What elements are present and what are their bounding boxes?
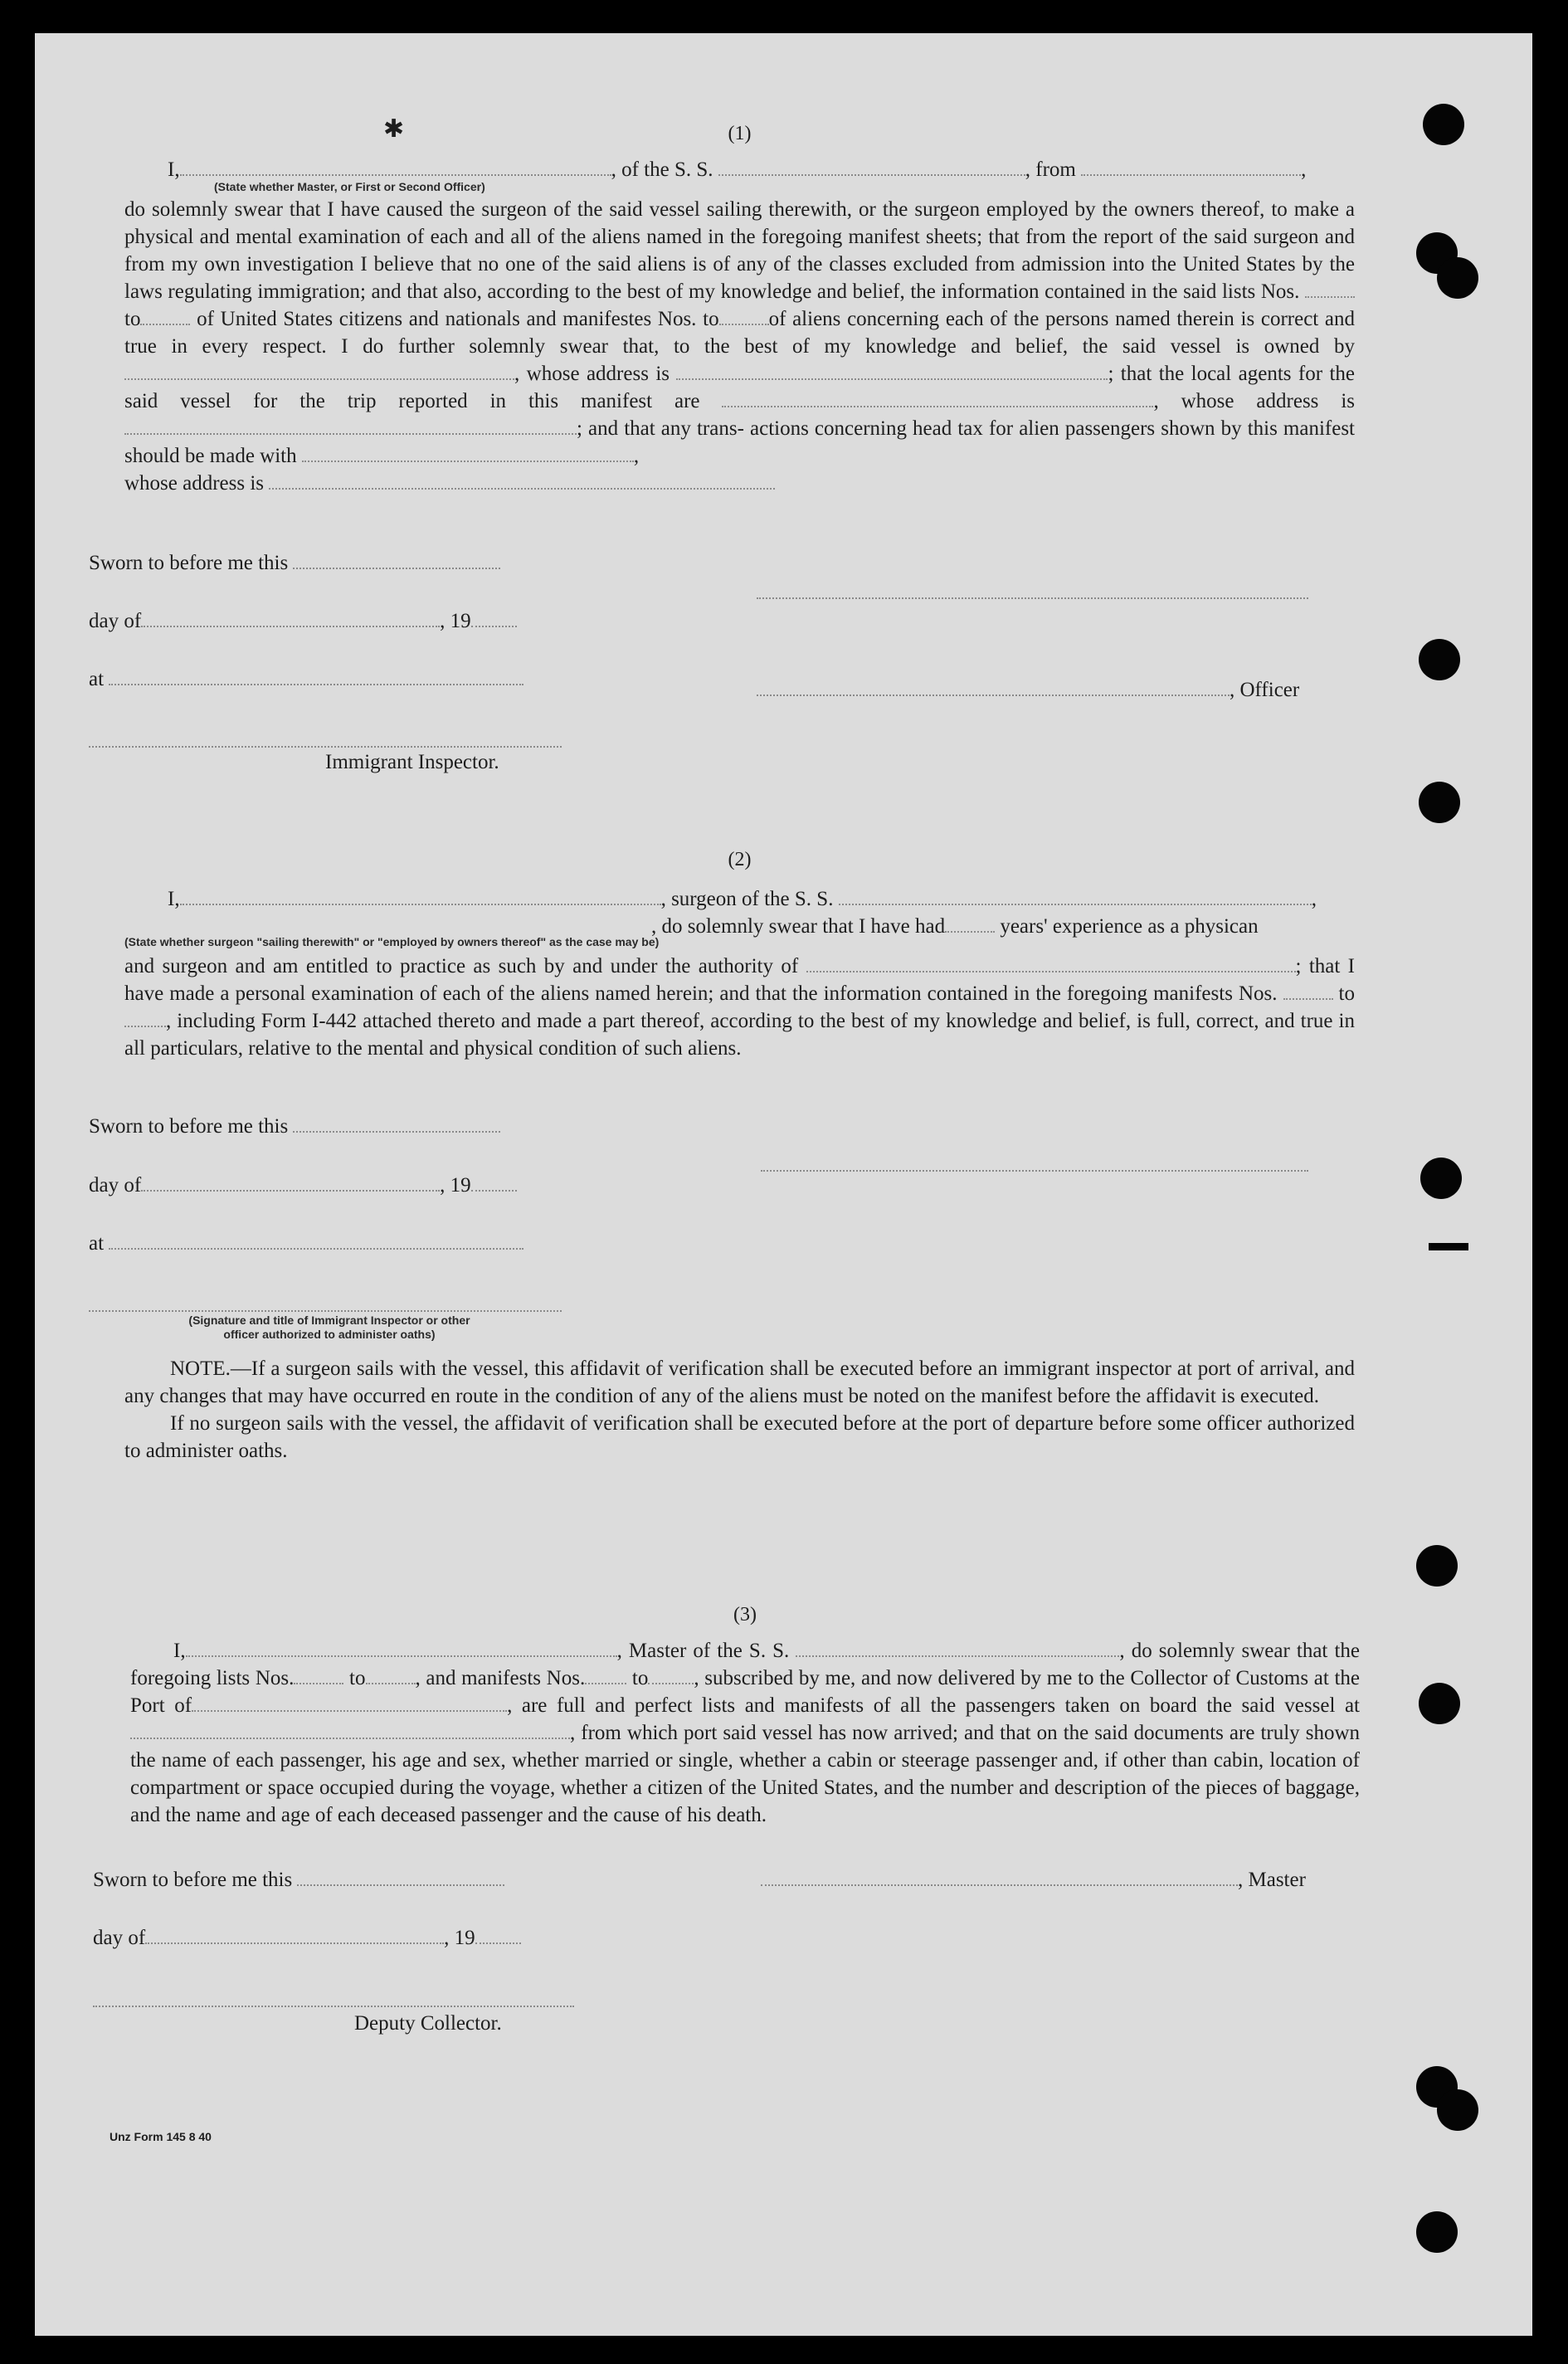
section-3-number: (3) — [733, 1604, 757, 1626]
years-field[interactable] — [945, 915, 995, 933]
s2-day-field[interactable] — [141, 1174, 440, 1192]
s2-signature-caption — [130, 1314, 528, 1342]
owner-address-field[interactable] — [676, 363, 1108, 380]
head-tax-address-field[interactable] — [269, 472, 775, 490]
s2-surgeon-signature[interactable] — [761, 1168, 1308, 1172]
year-prefix: , 19 — [440, 610, 471, 632]
swear-label: , do solemnly swear that I have had — [651, 915, 946, 938]
section-2-body — [124, 953, 1355, 1062]
boarding-port-field[interactable] — [130, 1722, 570, 1739]
s2-year-field[interactable] — [471, 1174, 517, 1192]
owner-field[interactable] — [124, 363, 514, 380]
s3-manifests-to-field[interactable] — [648, 1667, 694, 1684]
s2-vessel-field[interactable] — [839, 888, 1312, 905]
form-page — [35, 33, 1532, 2336]
asterisk-mark: ✱ — [383, 115, 405, 143]
s2-manifests-from-field[interactable] — [1283, 982, 1333, 1000]
signature-caption-line-2: officer authorized to administer oaths) — [223, 1328, 436, 1341]
s1-year-field[interactable] — [471, 610, 517, 627]
signature-caption-line-1: (Signature and title of Immigrant Inspector or other — [188, 1314, 470, 1327]
s3-sworn-row — [93, 1866, 504, 1894]
agents-address-field[interactable] — [124, 417, 577, 435]
master-of-label: , Master of the S. S. — [616, 1640, 790, 1662]
officer-name-field[interactable] — [180, 158, 611, 176]
whose-address-label-2: , whose address is — [1153, 390, 1355, 412]
s1-inspector-signature[interactable] — [89, 744, 562, 748]
master-label: , Master — [1238, 1869, 1306, 1891]
whose-address-label-3: whose address is — [124, 472, 265, 495]
departure-port-field[interactable] — [1081, 158, 1301, 176]
s1-day-row — [89, 607, 517, 635]
lists-to-field[interactable] — [140, 308, 190, 325]
s3-manifests-from-field[interactable] — [585, 1667, 626, 1684]
s3-lists-to-field[interactable] — [366, 1667, 416, 1684]
vessel-name-field[interactable] — [718, 158, 1025, 176]
pronoun-label: I, — [173, 1640, 186, 1662]
section-3-oath-text: that on the said documents are truly shown the name of each passenger, his age and sex, whether married or single, whether a cabin or steerage passenger and, if other than cabin, location of compartment or space occupied during the voyage, whether a citizen of the United States, and the number and description of the pieces of baggage, and the name and age of each deceased passenger and the cause of his death. — [130, 1722, 1361, 1826]
section-1-body — [124, 196, 1355, 470]
form-number: Unz Form 145 8 40 — [110, 2130, 212, 2143]
s1-sworn-date-field[interactable] — [293, 552, 500, 569]
comma: , — [1301, 158, 1307, 181]
surgeon-text-a: and surgeon and am entitled to practice as such by and under the authority of — [124, 955, 799, 977]
surgeon-of-label: , surgeon of the S. S. — [660, 888, 834, 910]
oath-text-a: do solemnly swear that I have caused the surgeon of the said vessel sailing therewith, or the surgeon employed by the owners thereof, to make a physical and mental examination of each and all of the aliens named in the foregoing manifest sheets; that from the report of the said surgeon and from my own investigation I believe that no one of the said aliens is of any of the classes excluded from admission into the United States by the laws regulating immigration; and that also, according to the best of my knowledge and belief, the information contained in the said lists Nos. — [124, 198, 1355, 303]
pronoun-label: I, — [168, 158, 180, 181]
swear-label: , do solemnly swear — [1119, 1640, 1290, 1662]
section-1-number: (1) — [728, 123, 752, 144]
year-prefix: , 19 — [440, 1174, 471, 1197]
punch-hole — [1416, 2211, 1458, 2253]
s3-sworn-date-field[interactable] — [297, 1869, 504, 1886]
master-name-field[interactable] — [186, 1640, 617, 1657]
at-label: at — [89, 668, 105, 690]
s3-vessel-field[interactable] — [796, 1640, 1119, 1657]
day-of-label: day of — [93, 1927, 146, 1949]
s3-lists-from-field[interactable] — [294, 1667, 343, 1684]
s3-year-field[interactable] — [475, 1927, 521, 1944]
s2-sworn-row — [89, 1113, 500, 1140]
subscribed-text: , subscribed by me, and now delivered by me to the — [694, 1667, 1125, 1689]
authority-field[interactable] — [806, 955, 1296, 972]
to-label-2: to — [631, 1667, 649, 1689]
oath-text-c: of aliens concerning each of the persons named therein is correct and true in every respect. I do further solemnly swear that, to the best of my knowledge and belief, the said vessel is owned by — [124, 308, 1356, 358]
day-of-label: day of — [89, 1174, 142, 1197]
section-2-number: (2) — [728, 849, 752, 870]
s3-master-signature[interactable] — [761, 1869, 1238, 1886]
to-label: to — [1338, 982, 1355, 1005]
s3-day-row — [93, 1924, 521, 1952]
section-3-body — [130, 1637, 1360, 1829]
from-label: , from — [1025, 158, 1076, 181]
to-label: to — [349, 1667, 366, 1689]
from-which-text: , from which port said vessel has now arrived; and — [570, 1722, 995, 1744]
day-of-label: day of — [89, 610, 142, 632]
surgeon-text-c: , including Form I-442 attached thereto and made a part thereof, according to the best of my knowledge and belief, is full, correct, and true in all particulars, relative to the mental and physical condition of such aliens. — [124, 1010, 1355, 1060]
sworn-label: Sworn to before me this — [93, 1869, 293, 1891]
punch-hole — [1419, 1683, 1460, 1724]
lists-from-field[interactable] — [1305, 280, 1355, 298]
surgeon-name-field[interactable] — [180, 888, 661, 905]
binder-mark — [1429, 1243, 1468, 1250]
s2-day-row — [89, 1172, 517, 1199]
surgeon-text-b: that I have made a personal examination of each of the aliens named herein; and that the information contained in the foregoing manifests Nos. — [124, 955, 1356, 1005]
taken-label: taken on board the said vessel at — [1064, 1694, 1361, 1717]
s1-officer-row — [757, 676, 1299, 704]
comma: , — [1311, 888, 1317, 910]
section-2-first-line — [124, 885, 1355, 913]
section-1 — [124, 120, 1355, 497]
s1-officer-signature[interactable] — [757, 679, 1230, 696]
local-agents-text: ; that the local agents for the said vessel for the trip reported in this manifest are — [124, 363, 1356, 412]
s2-at-row — [89, 1230, 523, 1257]
punch-hole — [1437, 2089, 1478, 2131]
any-trans-text: ; and that any trans- — [577, 417, 744, 440]
s2-at-field[interactable] — [109, 1232, 523, 1250]
s3-master-row — [761, 1866, 1306, 1894]
sworn-label: Sworn to before me this — [89, 552, 289, 574]
s1-inspector-label: Immigrant Inspector. — [325, 751, 499, 773]
s3-day-field[interactable] — [145, 1927, 444, 1944]
punch-hole — [1420, 1158, 1462, 1199]
punch-hole — [1419, 639, 1460, 680]
surgeon-note — [124, 1355, 1355, 1465]
s1-at-row — [89, 665, 523, 693]
officer-rank-caption: (State whether Master, or First or Second Officer) — [214, 180, 485, 193]
s3-deputy-signature[interactable] — [93, 2004, 574, 2007]
section-2 — [124, 846, 1355, 1062]
s1-officer-signature-top[interactable] — [757, 596, 1308, 599]
manifests-label: , and manifests Nos. — [415, 1667, 586, 1689]
sworn-label: Sworn to before me this — [89, 1115, 289, 1138]
punch-hole — [1437, 257, 1478, 299]
punch-hole — [1423, 104, 1464, 145]
full-perfect-text: , are full and perfect lists and manifests of all the passengers — [507, 1694, 1056, 1717]
of-ss-label: , of the S. S. — [611, 158, 713, 181]
s1-day-field[interactable] — [141, 610, 440, 627]
whose-address-line — [124, 470, 1355, 497]
punch-hole — [1416, 1545, 1458, 1587]
section-3 — [130, 1601, 1360, 1829]
collector-label: Collector of Customs at the Port of — [130, 1667, 1361, 1717]
oath-text-b: of United States citizens and nationals and manifestes Nos. — [197, 308, 697, 330]
year-prefix: , 19 — [444, 1927, 475, 1949]
semicolon: ; — [1295, 955, 1302, 977]
s2-manifests-to-field[interactable] — [124, 1010, 166, 1027]
head-tax-contact-field[interactable] — [302, 445, 634, 462]
port-field[interactable] — [192, 1694, 507, 1712]
head-tax-text: actions concerning head tax for alien passengers shown by this manifest should be made with — [124, 417, 1355, 467]
lists-label: that the foregoing lists Nos. — [130, 1640, 1360, 1689]
to-label: to — [124, 308, 141, 330]
to-label-2: to — [703, 308, 719, 330]
agents-field[interactable] — [722, 390, 1153, 407]
whose-address-label: , whose address is — [514, 363, 670, 385]
s1-sworn-row — [89, 549, 500, 577]
note-paragraph-1: NOTE.—If a surgeon sails with the vessel, this affidavit of verification shall be executed before an immigrant inspector at port of arrival, and any changes that may have occurred en route in the condition of any of the aliens must be noted on the manifest before the affidavit is executed. — [124, 1357, 1355, 1407]
manifests-to-field[interactable] — [719, 308, 769, 325]
at-label: at — [89, 1232, 105, 1255]
officer-label: , Officer — [1230, 679, 1300, 701]
s2-sworn-date-field[interactable] — [293, 1115, 500, 1133]
surgeon-type-caption: (State whether surgeon "sailing therewith" or "employed by owners thereof" as the case may be) — [124, 935, 660, 948]
pronoun-label: I, — [168, 888, 180, 910]
years-label: years' experience as a physican — [1000, 915, 1259, 938]
s1-at-field[interactable] — [109, 668, 523, 685]
s2-inspector-signature[interactable] — [89, 1309, 562, 1312]
punch-hole — [1419, 782, 1460, 823]
s3-deputy-label: Deputy Collector. — [354, 2012, 502, 2035]
comma: , — [633, 445, 640, 467]
note-paragraph-2: If no surgeon sails with the vessel, the affidavit of verification shall be executed before at the port of departure before some officer authorized to administer oaths. — [124, 1412, 1355, 1462]
